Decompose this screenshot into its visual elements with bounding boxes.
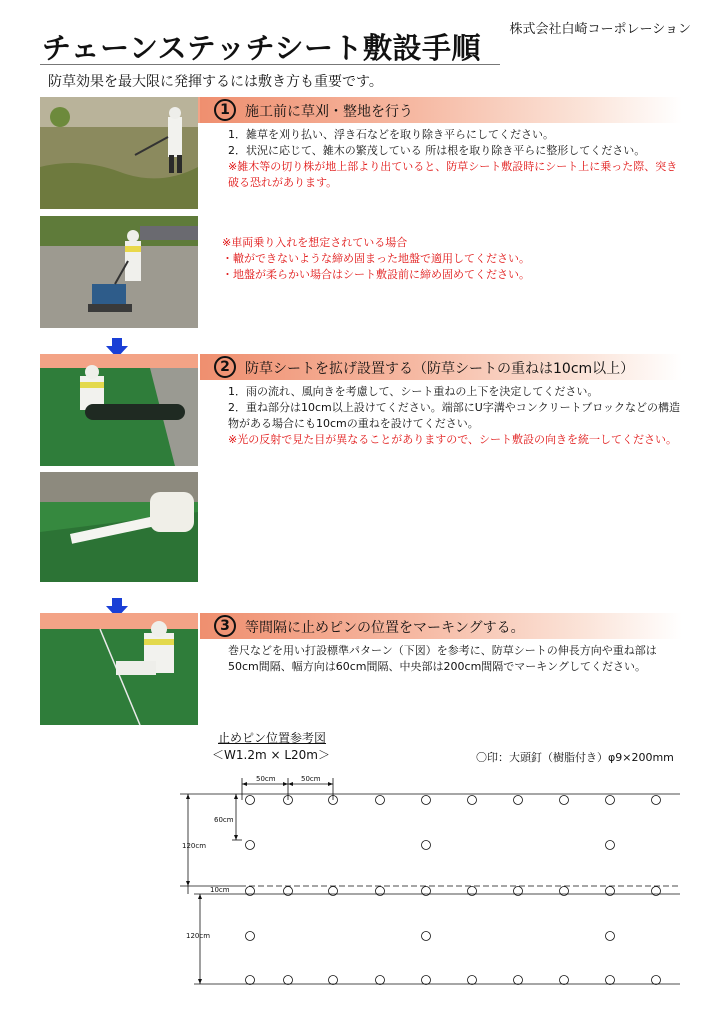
step-2-line: 物がある場合にも10cmの重ねを設けてください。 [228, 417, 479, 430]
pin-marker [422, 796, 431, 805]
page-title: チェーンステッチシート敷設手順 [42, 31, 482, 65]
pin-marker [514, 976, 523, 985]
pin-marker [246, 976, 255, 985]
photo-unrolling-sheet [40, 354, 198, 466]
step-1-warning [228, 159, 677, 191]
step-3-text [228, 643, 657, 675]
page-subtitle: 防草効果を最大限に発揮するには敷き方も重要です。 [48, 74, 383, 90]
step-3-title: 等間隔に止めピンの位置をマーキングする。 [245, 620, 525, 636]
diagram-title: 止めピン位置参考図 [218, 731, 327, 745]
step-1-warning-line: 破る恐れがあります。 [228, 176, 338, 189]
company-name: 株式会社白崎コーポレーション [509, 22, 691, 37]
dim-label: 50cm [301, 775, 321, 783]
dim-label: 120cm [186, 932, 211, 940]
diagram-size: ＜W1.2m × L20m＞ [212, 748, 330, 762]
photo-overlap-measure [40, 472, 198, 582]
dim-label: 120cm [182, 842, 207, 850]
pin-marker [329, 976, 338, 985]
title-underline [40, 64, 500, 65]
photo-grass-cutting [40, 97, 198, 209]
step-2-line: 1．雨の流れ、風向きを考慮して、シート重ねの上下を決定してください。 [228, 385, 599, 398]
dim-label: 50cm [256, 775, 276, 783]
photo-marking-pins [40, 613, 198, 725]
pin-marker [606, 796, 615, 805]
step-2-title: 防草シートを拡げ設置する（防草シートの重ねは10cm以上） [245, 361, 635, 377]
step-2-text [228, 384, 680, 432]
step-2-warning-line: ※光の反射で見た目が異なることがありますので、シート敷設の向きを統一してください。 [228, 433, 677, 446]
pin-marker [246, 796, 255, 805]
photo-plate-compactor [40, 216, 198, 328]
pin-marker [606, 841, 615, 850]
dim-label: 10cm [210, 886, 230, 894]
step-1-line: 2．状況に応じて、雑木の繁茂している 所は根を取り除き平らに整形してください。 [228, 144, 646, 157]
diagram-legend: 〇印：大頭釘（樹脂付き）φ9×200mm [476, 751, 674, 764]
step-3-line: 巻尺などを用い打設標準パターン（下図）を参考に、防草シートの伸長方向や重ね部は [228, 644, 657, 657]
step-2-number: 2 [214, 356, 236, 378]
step-1-note-line: ・轍ができないような締め固まった地盤で適用してください。 [222, 252, 530, 265]
step-1-line: 1．雑草を刈り払い、浮き石などを取り除き平らにしてください。 [228, 128, 554, 141]
step-1-note-line: ※車両乗り入れを想定されている場合 [222, 236, 408, 249]
step-1-number: 1 [214, 99, 236, 121]
pin-marker [422, 976, 431, 985]
step-1-text [228, 127, 645, 159]
pin-marker [514, 796, 523, 805]
step-1-note-line: ・地盤が柔らかい場合はシート敷設前に締め固めてください。 [222, 268, 530, 281]
step-2-warning [228, 432, 677, 448]
pin-marker [376, 976, 385, 985]
pin-marker [376, 796, 385, 805]
step-1-warning-line: ※雑木等の切り株が地上部より出ていると、防草シート敷設時にシート上に乗った際、突き [228, 160, 678, 173]
pin-marker [560, 796, 569, 805]
pin-marker [606, 976, 615, 985]
pin-marker [246, 932, 255, 941]
pin-marker [606, 932, 615, 941]
pin-marker [246, 841, 255, 850]
pin-marker [560, 976, 569, 985]
pin-marker [652, 976, 661, 985]
step-1-title: 施工前に草刈・整地を行う [245, 104, 413, 120]
step-3-line: 50cm間隔、幅方向は60cm間隔、中央部は200cm間隔でマーキングしてください。 [228, 660, 646, 673]
pin-marker [422, 932, 431, 941]
pin-marker [652, 796, 661, 805]
step-2-line: 2．重ね部分は10cm以上設けてください。端部にU字溝やコンクリートブロックなどの構造 [228, 401, 681, 414]
pin-marker [468, 796, 477, 805]
pin-marker [468, 976, 477, 985]
step-1-note [222, 235, 530, 283]
dim-label: 60cm [214, 816, 234, 824]
pin-marker [422, 841, 431, 850]
pin-marker [284, 976, 293, 985]
pin-layout-diagram [170, 770, 690, 1020]
step-3-number: 3 [214, 615, 236, 637]
